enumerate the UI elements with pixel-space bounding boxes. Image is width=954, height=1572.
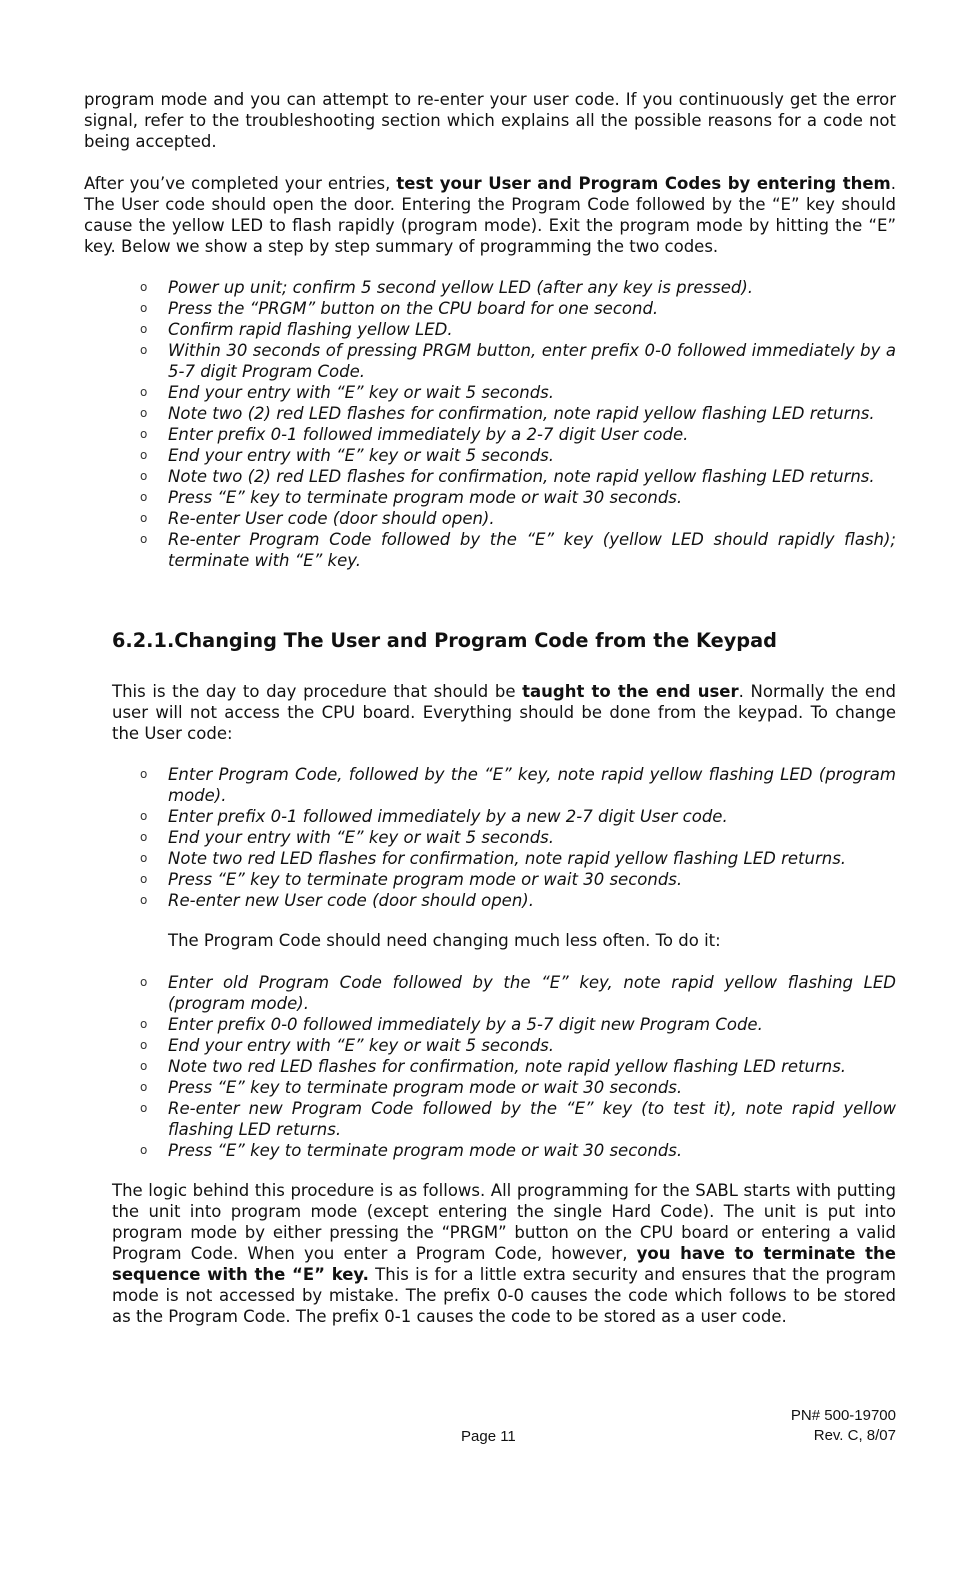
bullet-icon: o — [140, 322, 148, 336]
bullet-icon: o — [140, 280, 148, 294]
list-item — [140, 1035, 896, 1056]
bullet-icon: o — [140, 385, 148, 399]
bullet-icon: o — [140, 343, 148, 357]
change-program-code-list — [140, 972, 896, 1161]
bullet-icon: o — [140, 532, 148, 546]
intro-paragraph: program mode and you can attempt to re-enter your user code. If you continuously get the error signal, refer to the troubleshooting section which explains all the possible reasons for a code not being accepted. — [84, 90, 896, 151]
bullet-icon: o — [140, 427, 148, 441]
list-item — [140, 890, 896, 911]
list-item — [140, 972, 896, 1014]
list-item — [140, 806, 896, 827]
bullet-icon: o — [140, 1080, 148, 1094]
list-item — [140, 445, 896, 466]
end-user-bold: taught to the end user — [522, 682, 739, 701]
list-item — [140, 340, 896, 382]
list-item — [140, 319, 896, 340]
section-heading: 6.2.1.Changing The User and Program Code from the Keypad — [112, 629, 777, 652]
list-item-text: Enter prefix 0-1 followed immediately by a 2-7 digit User code. — [168, 425, 689, 444]
list-item-text: Press “E” key to terminate program mode or wait 30 seconds. — [168, 870, 683, 889]
list-item-text: End your entry with “E” key or wait 5 seconds. — [168, 828, 555, 847]
list-item — [140, 487, 896, 508]
list-item — [140, 1077, 896, 1098]
list-item-text: Re-enter new User code (door should open). — [168, 891, 534, 910]
end-user-text-b: . Normally the end user will not access the CPU board. Everything should be done from the keypad. To change the User code: — [112, 682, 896, 743]
list-item — [140, 1098, 896, 1140]
bullet-icon: o — [140, 975, 148, 989]
revision: Rev. C, 8/07 — [813, 1427, 896, 1444]
list-item — [140, 508, 896, 529]
logic-bold: you have to terminate the sequence with the “E” key. — [112, 1244, 896, 1284]
list-item — [140, 403, 896, 424]
bullet-icon: o — [140, 511, 148, 525]
bullet-icon: o — [140, 1059, 148, 1073]
test-codes-paragraph — [84, 173, 896, 257]
bullet-icon: o — [140, 406, 148, 420]
program-code-intro: The Program Code should need changing much less often. To do it: — [168, 931, 721, 950]
list-item — [140, 529, 896, 571]
list-item — [140, 827, 896, 848]
list-item-text: Press “E” key to terminate program mode or wait 30 seconds. — [168, 488, 683, 507]
list-item-text: Power up unit; confirm 5 second yellow LED (after any key is pressed). — [168, 278, 754, 297]
list-item — [140, 1014, 896, 1035]
page-number: Page 11 — [461, 1428, 516, 1445]
list-item-text: Note two (2) red LED flashes for confirmation, note rapid yellow flashing LED returns. — [168, 467, 875, 486]
test-codes-text-a: After you’ve completed your entries, — [84, 174, 397, 193]
list-item-text: Enter Program Code, followed by the “E” key, note rapid yellow flashing LED (program mode). — [168, 765, 896, 805]
logic-text-b: This is for a little extra security and ensures that the program mode is not accessed by mistake. The prefix 0-0 causes the code which follows to be stored as the Program Code. The prefix 0-1 causes the code to be stored as a user code. — [112, 1265, 896, 1326]
bullet-icon: o — [140, 830, 148, 844]
list-item-text: Press the “PRGM” button on the CPU board for one second. — [168, 299, 659, 318]
list-item-text: Confirm rapid flashing yellow LED. — [168, 320, 453, 339]
list-item — [140, 1056, 896, 1077]
bullet-icon: o — [140, 851, 148, 865]
list-item — [140, 764, 896, 806]
list-item — [140, 298, 896, 319]
list-item-text: Press “E” key to terminate program mode or wait 30 seconds. — [168, 1141, 683, 1160]
list-item-text: Enter prefix 0-1 followed immediately by a new 2-7 digit User code. — [168, 807, 728, 826]
bullet-icon: o — [140, 448, 148, 462]
list-item-text: Enter prefix 0-0 followed immediately by a 5-7 digit new Program Code. — [168, 1015, 763, 1034]
list-item-text: Note two (2) red LED flashes for confirmation, note rapid yellow flashing LED returns. — [168, 404, 875, 423]
bullet-icon: o — [140, 469, 148, 483]
bullet-icon: o — [140, 893, 148, 907]
end-user-text-a: This is the day to day procedure that should be — [112, 682, 523, 701]
programming-steps-list — [140, 277, 896, 571]
bullet-icon: o — [140, 490, 148, 504]
logic-paragraph — [112, 1180, 896, 1327]
list-item-text: Within 30 seconds of pressing PRGM button, enter prefix 0-0 followed immediately by a 5-7 digit Program Code. — [168, 341, 896, 381]
bullet-icon: o — [140, 809, 148, 823]
bullet-icon: o — [140, 1143, 148, 1157]
list-item-text: End your entry with “E” key or wait 5 seconds. — [168, 1036, 555, 1055]
bullet-icon: o — [140, 301, 148, 315]
list-item-text: Enter old Program Code followed by the “E” key, note rapid yellow flashing LED (program mode). — [168, 973, 896, 1013]
end-user-paragraph — [112, 681, 896, 744]
list-item — [140, 848, 896, 869]
list-item-text: Press “E” key to terminate program mode or wait 30 seconds. — [168, 1078, 683, 1097]
bullet-icon: o — [140, 1017, 148, 1031]
list-item — [140, 424, 896, 445]
list-item-text: End your entry with “E” key or wait 5 seconds. — [168, 446, 555, 465]
bullet-icon: o — [140, 1038, 148, 1052]
list-item — [140, 869, 896, 890]
part-number: PN# 500-19700 — [790, 1407, 896, 1424]
list-item — [140, 1140, 896, 1161]
change-user-code-list — [140, 764, 896, 911]
logic-text-a: The logic behind this procedure is as follows. All programming for the SABL starts with putting the unit into program mode (except entering the single Hard Code). The unit is put into program mode by either pressing the “PRGM” button on the CPU board or entering a valid Program Code. When you enter a Program Code, however, — [112, 1181, 896, 1263]
list-item-text: End your entry with “E” key or wait 5 seconds. — [168, 383, 555, 402]
list-item — [140, 277, 896, 298]
test-codes-bold: test your User and Program Codes by entering them — [396, 174, 891, 193]
list-item-text: Re-enter new Program Code followed by the “E” key (to test it), note rapid yellow flashing LED returns. — [168, 1099, 896, 1139]
list-item-text: Re-enter Program Code followed by the “E” key (yellow LED should rapidly flash); terminate with “E” key. — [168, 530, 896, 570]
list-item-text: Note two red LED flashes for confirmation, note rapid yellow flashing LED returns. — [168, 1057, 847, 1076]
list-item-text: Note two red LED flashes for confirmation, note rapid yellow flashing LED returns. — [168, 849, 847, 868]
bullet-icon: o — [140, 872, 148, 886]
list-item — [140, 382, 896, 403]
list-item-text: Re-enter User code (door should open). — [168, 509, 495, 528]
bullet-icon: o — [140, 767, 148, 781]
bullet-icon: o — [140, 1101, 148, 1115]
test-codes-text-b: . The User code should open the door. Entering the Program Code followed by the “E” key should cause the yellow LED to flash rapidly (program mode). Exit the program mode by hitting the “E” key. Below we show a step by step summary of programming the two codes. — [84, 174, 896, 256]
list-item — [140, 466, 896, 487]
